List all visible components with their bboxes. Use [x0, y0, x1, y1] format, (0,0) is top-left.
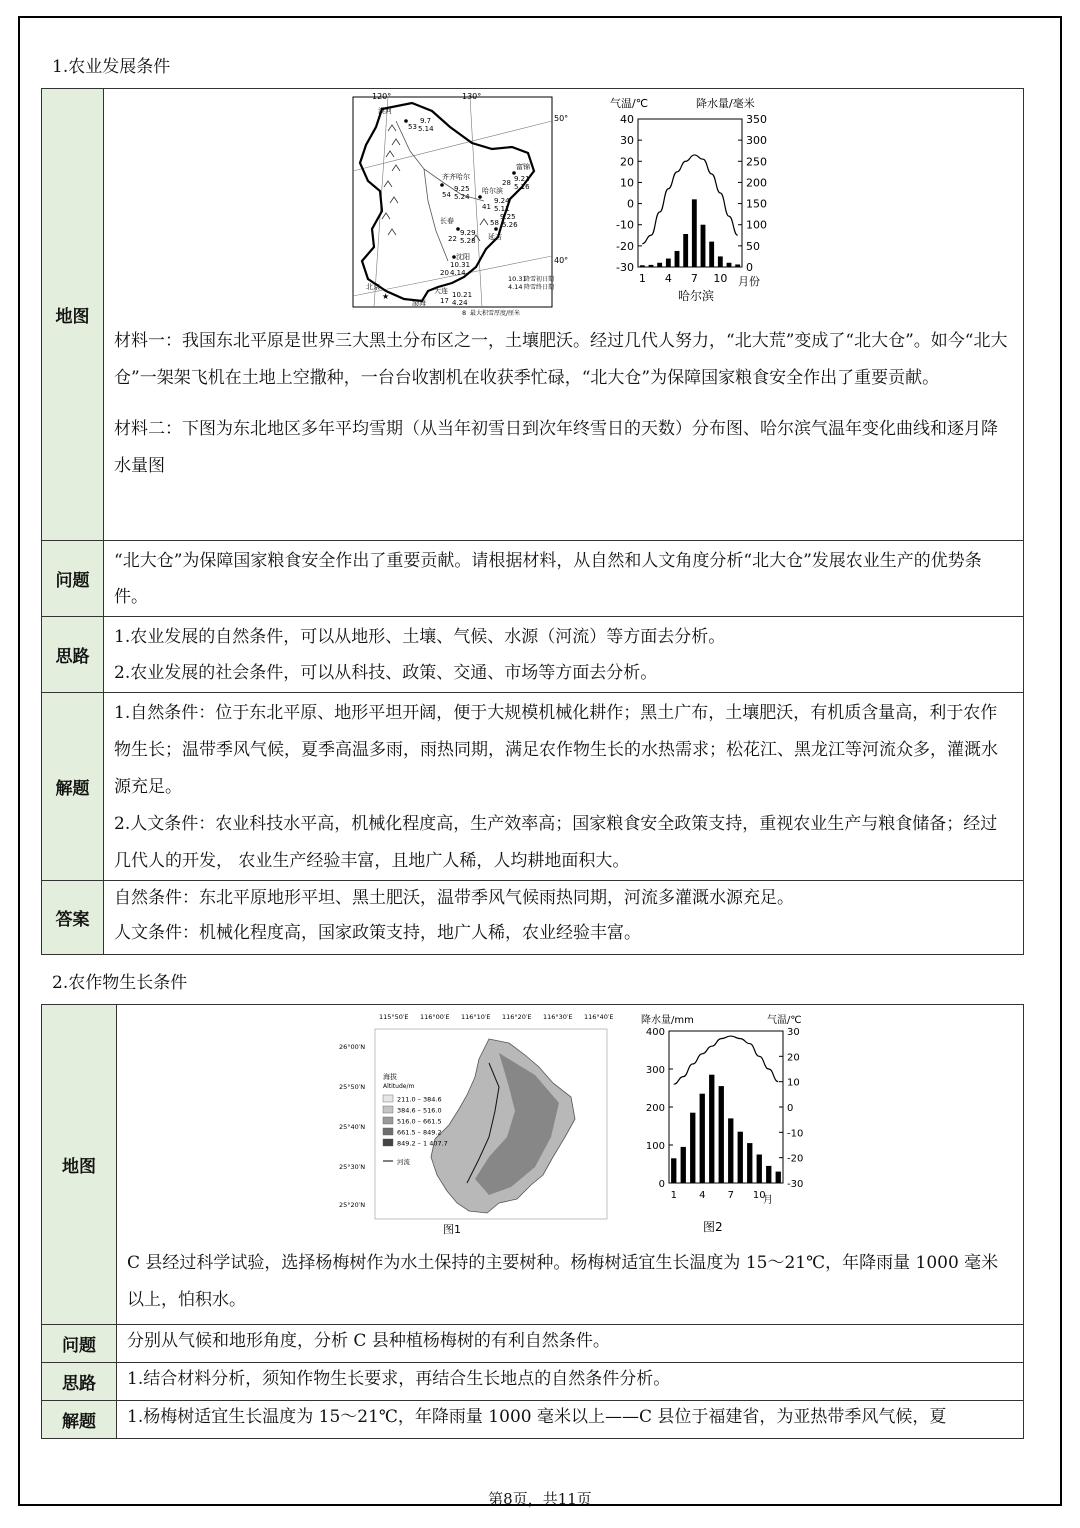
fig1-caption: 图1 [443, 1223, 461, 1236]
harbin-precip-bar-10 [718, 256, 723, 267]
harbin-precip-bar-4 [666, 259, 671, 267]
section1-answer [104, 881, 1023, 951]
section1-answer-2: 人文条件：机械化程度高，国家政策支持，地广人稀，农业经验丰富。 [114, 923, 641, 943]
fig2-precip-bar-4 [700, 1094, 705, 1183]
fig2-left-tick-label: 300 [645, 1065, 665, 1076]
fig1-legend-label: 661.5 – 849.2 [397, 1128, 442, 1137]
harbin-left-tick-label: 40 [620, 113, 634, 126]
harbin-left-tick-label: 20 [620, 155, 634, 169]
station-mohe-days: 53 [408, 123, 417, 131]
harbin-left-tick-label: -20 [616, 239, 634, 253]
station-harbin-first: 9.24 [494, 197, 510, 205]
station-shenyang-first: 10.31 [450, 261, 471, 269]
section1-title: 1.农业发展条件 [52, 57, 171, 77]
station-yanji-days: 58 [490, 219, 499, 227]
harbin-right-tick-label: 300 [746, 134, 767, 148]
fig2-precip-bar-6 [719, 1086, 724, 1183]
harbin-right-tick-label: 200 [746, 176, 767, 190]
harbin-left-tick-label: -30 [616, 261, 634, 274]
harbin-precip-axis-label: 降水量/毫米 [696, 97, 755, 110]
section2-question-label: 问题 [42, 1325, 117, 1363]
fig2-plot-frame [669, 1031, 783, 1183]
fig1-legend-title: 海拔 [383, 1073, 397, 1081]
harbin-precip-bar-9 [709, 242, 714, 267]
fig1-legend-swatch [383, 1128, 393, 1135]
station-dalian-last: 4.24 [452, 299, 468, 307]
fig2-right-tick-label: 30 [787, 1027, 800, 1038]
section2-solution: 1.杨梅树适宜生长温度为 15～21℃，年降雨量 1000 毫米以上——C 县位于福建省，为亚热带季风气候，夏 [127, 1407, 947, 1427]
section1-question-label: 问题 [42, 541, 104, 617]
fig2-month-tick-label: 4 [699, 1190, 706, 1201]
station-yanji-first: 9.25 [500, 213, 516, 221]
section1-solution-2: 2.人文条件：农业科技水平高，机械化程度高，生产效率高；国家粮食安全政策支持，重视农业生产与粮食储备；经过几代人的开发， 农业生产经验丰富，且地广人稀，人均耕地面积大。 [114, 814, 998, 871]
section1-answer-label: 答案 [42, 881, 104, 955]
fig1-lat-2: 25°50′N [339, 1083, 366, 1091]
place-changchun: 长春 [440, 217, 454, 225]
page-footer: 第8页，共11页 [488, 1490, 592, 1508]
fig2-left-tick-label: 400 [645, 1027, 665, 1038]
harbin-precip-bar-8 [701, 225, 706, 267]
fig2-precip-bar-7 [728, 1118, 733, 1183]
harbin-month-tick-label: 10 [713, 272, 728, 285]
harbin-month-tick-label: 1 [638, 272, 646, 285]
station-qiqihar-last: 5.24 [454, 193, 470, 201]
legend-first-date: 10.31 [508, 275, 527, 283]
fig2-temp-curve [674, 1036, 779, 1084]
station-mohe-last: 5.14 [418, 125, 434, 133]
harbin-temp-axis-label: 气温/℃ [610, 97, 649, 110]
harbin-left-tick-label: 30 [620, 134, 634, 148]
legend-days: 8 [462, 309, 467, 317]
fig2-month-tick-label: 10 [752, 1190, 766, 1201]
station-qiqihar-first: 9.25 [454, 185, 470, 193]
fig2-precip-bar-1 [671, 1158, 676, 1183]
fig1-lat-1: 26°00′N [339, 1043, 366, 1051]
fig1-lon-1: 115°50′E [379, 1013, 409, 1021]
place-bohai: 渤海 [412, 299, 426, 307]
harbin-right-tick-label: 250 [746, 155, 767, 169]
station-fujin-first: 9.21 [514, 175, 530, 183]
section2-figures [117, 1005, 1023, 1237]
fig2-precip-bar-5 [709, 1075, 714, 1183]
harbin-right-tick-label: 150 [746, 197, 767, 211]
station-shenyang-last: 4.14 [450, 269, 466, 277]
section1-solution [104, 693, 1023, 880]
station-changchun-last: 5.28 [460, 237, 476, 245]
section1-figures [104, 89, 1023, 321]
place-dalian: 大连 [434, 287, 448, 295]
place-shenyang: 沈阳 [456, 253, 470, 261]
svg-text:★: ★ [382, 292, 390, 301]
fig2-month-unit: 月 [763, 1195, 773, 1206]
fig2-left-tick-label: 100 [645, 1141, 665, 1152]
section1-solution-label: 解题 [42, 693, 104, 881]
fig2-temp-axis-label: 气温/℃ [767, 1015, 802, 1026]
section2-approach-label: 思路 [42, 1363, 117, 1401]
fig2-right-tick-label: -10 [787, 1128, 804, 1140]
harbin-right-tick-label: 100 [746, 218, 767, 232]
snow-period-map [352, 91, 569, 319]
section1-approach-1: 1.农业发展的自然条件，可以从地形、土壤、气候、水源（河流）等方面去分析。 [114, 627, 726, 647]
fig2-precip-bar-10 [757, 1155, 762, 1184]
harbin-left-tick-label: 0 [627, 197, 634, 211]
section1-approach-label: 思路 [42, 617, 104, 693]
fig1-legend-swatch [383, 1095, 393, 1102]
fig2-precip-bar-8 [738, 1132, 743, 1183]
place-qiqihar: 齐齐哈尔 [442, 173, 470, 181]
station-dalian-first: 10.21 [452, 291, 473, 299]
map-lat-40: 40° [554, 256, 569, 265]
fig1-legend-subtitle: Altitude/m [383, 1083, 415, 1090]
fig1-lat-5: 25°20′N [339, 1201, 366, 1209]
section1-question: “北大仓”为保障国家粮食安全作出了重要贡献。请根据材料，从自然和人文角度分析“北大仓”发展农业生产的优势条件。 [114, 551, 982, 607]
section1-material2: 材料二：下图为东北地区多年平均雪期（从当年初雪日到次年终雪日的天数）分布图、哈尔滨气温年变化曲线和逐月降水量图 [114, 419, 998, 476]
station-yanji-last: 5.26 [502, 221, 518, 229]
legend-last-date: 4.14 [508, 283, 523, 291]
station-changchun-first: 9.29 [460, 229, 476, 237]
harbin-right-tick-label: 50 [746, 239, 760, 253]
county-terrain-map [339, 1007, 614, 1237]
fig2-left-tick-label: 0 [658, 1179, 665, 1190]
fig2-right-tick-label: 20 [787, 1052, 800, 1064]
place-beijing: 北京 [366, 283, 380, 291]
legend-first-label: 降雪初日期 [524, 276, 555, 283]
fig1-lon-3: 116°10′E [461, 1013, 491, 1021]
fig2-precip-bar-3 [690, 1113, 695, 1183]
harbin-precip-bar-11 [727, 263, 732, 267]
fig1-lat-4: 25°30′N [339, 1163, 366, 1171]
fig1-legend-label: 384.6 – 516.0 [397, 1106, 442, 1115]
section1-approach-2: 2.农业发展的社会条件，可以从科技、政策、交通、市场等方面去分析。 [114, 663, 658, 683]
section1-materials [104, 321, 1023, 485]
harbin-month-tick-label: 4 [664, 272, 672, 285]
fig1-lat-3: 25°40′N [339, 1123, 366, 1131]
map-lon-120: 120° [372, 92, 392, 101]
harbin-precip-bar-7 [692, 199, 697, 267]
harbin-precip-bar-6 [683, 234, 688, 267]
fig2-left-tick-label: 200 [645, 1103, 665, 1114]
station-mohe-first: 9.7 [420, 117, 432, 125]
section1-material1: 材料一：我国东北平原是世界三大黑土分布区之一，土壤肥沃。经过几代人努力，“北大荒”变成了“北大仓”。如今“北大仓”一架架飞机在土地上空撒种，一台台收割机在收获季忙碌，“北大仓”为保障国家粮食安全作出了重要贡献。 [114, 331, 1008, 388]
harbin-station-label: 哈尔滨 [678, 289, 715, 303]
map-lon-130: 130° [462, 92, 482, 101]
fig2-precip-axis-label: 降水量/mm [641, 1015, 694, 1026]
harbin-precip-bar-5 [675, 251, 680, 267]
section1-solution-1: 1.自然条件：位于东北平原、地形平坦开阔，便于大规模机械化耕作；黑土广布，土壤肥沃，有机质含量高，利于农作物生长；温带季风气候，夏季高温多雨，雨热同期，满足农作物生长的水热需求；松花江、黑龙江等河流众多，灌溉水源充足。 [114, 703, 998, 797]
legend-last-label: 降雪终日期 [524, 284, 555, 291]
fig2-precip-bar-12 [776, 1172, 781, 1183]
fig1-legend-label: 516.0 – 661.5 [397, 1117, 442, 1126]
harbin-temp-curve [642, 155, 737, 244]
fig1-legend-swatch [383, 1139, 393, 1146]
section2-table [41, 1004, 1024, 1439]
fig1-river-label: 河流 [397, 1158, 410, 1166]
county-climate-chart [627, 1009, 827, 1235]
section1-answer-1: 自然条件：东北平原地形平坦、黑土肥沃，温带季风气候雨热同期，河流多灌溉水源充足。 [114, 888, 794, 908]
fig1-legend-swatch [383, 1117, 393, 1124]
station-changchun-days: 22 [448, 235, 457, 243]
station-dalian-days: 17 [440, 297, 449, 305]
station-harbin-last: 5.11 [494, 205, 510, 213]
place-fujin: 富锦 [516, 163, 530, 171]
fig2-right-tick-label: -20 [787, 1153, 804, 1165]
place-yanji: 延吉 [488, 233, 502, 241]
harbin-month-tick-label: 7 [690, 272, 698, 285]
fig2-right-tick-label: 10 [787, 1077, 800, 1089]
map-lat-50: 50° [554, 114, 569, 123]
place-mohe: 漠河 [378, 107, 392, 115]
fig1-lon-5: 116°30′E [543, 1013, 573, 1021]
fig1-lon-2: 116°00′E [420, 1013, 450, 1021]
legend-days-label: 最大积雪厚度/厘米 [470, 310, 521, 317]
fig1-legend-label: 211.0 – 384.6 [397, 1095, 442, 1104]
fig2-precip-bar-9 [747, 1143, 752, 1183]
section2-question: 分别从气候和地形角度，分析 C 县种植杨梅树的有利自然条件。 [127, 1331, 610, 1351]
harbin-left-tick-label: -10 [616, 218, 634, 232]
fig2-precip-bar-11 [766, 1166, 771, 1183]
station-fujin-last: 5.16 [514, 183, 530, 191]
fig1-lon-4: 116°20′E [502, 1013, 532, 1021]
harbin-climate-chart [598, 93, 798, 321]
harbin-precip-bar-3 [657, 263, 662, 267]
section2-title: 2.农作物生长条件 [52, 973, 188, 993]
fig1-legend-swatch [383, 1106, 393, 1113]
harbin-right-tick-label: 0 [746, 261, 753, 274]
fig1-lon-6: 116°40′E [584, 1013, 614, 1021]
section2-solution-label: 解题 [42, 1401, 117, 1439]
station-qiqihar-days: 54 [442, 191, 451, 199]
fig2-caption: 图2 [703, 1220, 723, 1234]
harbin-right-tick-label: 350 [746, 113, 767, 126]
harbin-left-tick-label: 10 [620, 176, 634, 190]
harbin-plot-frame [638, 119, 742, 267]
fig2-precip-bar-2 [681, 1147, 686, 1183]
section1-map-label: 地图 [42, 89, 104, 541]
fig2-right-tick-label: 0 [787, 1103, 794, 1114]
section2-material: C 县经过科学试验，选择杨梅树作为水土保持的主要树种。杨梅树适宜生长温度为 15～21℃，年降雨量 1000 毫米以上，怕积水。 [127, 1253, 999, 1310]
fig2-month-tick-label: 7 [727, 1190, 734, 1201]
fig2-right-tick-label: -30 [787, 1179, 804, 1190]
station-shenyang-days: 20 [440, 269, 449, 277]
harbin-month-unit: 月份 [738, 275, 760, 288]
station-fujin-days: 28 [502, 179, 511, 187]
station-harbin-days: 41 [482, 203, 491, 211]
fig1-legend-label: 849.2 – 1 407.7 [397, 1139, 448, 1148]
section2-approach: 1.结合材料分析，须知作物生长要求，再结合生长地点的自然条件分析。 [127, 1369, 671, 1389]
section1-approach [104, 617, 1023, 691]
section2-map-label: 地图 [42, 1005, 117, 1325]
fig2-month-tick-label: 1 [670, 1190, 677, 1201]
section1-table [41, 88, 1024, 955]
place-harbin: 哈尔滨 [482, 187, 503, 195]
